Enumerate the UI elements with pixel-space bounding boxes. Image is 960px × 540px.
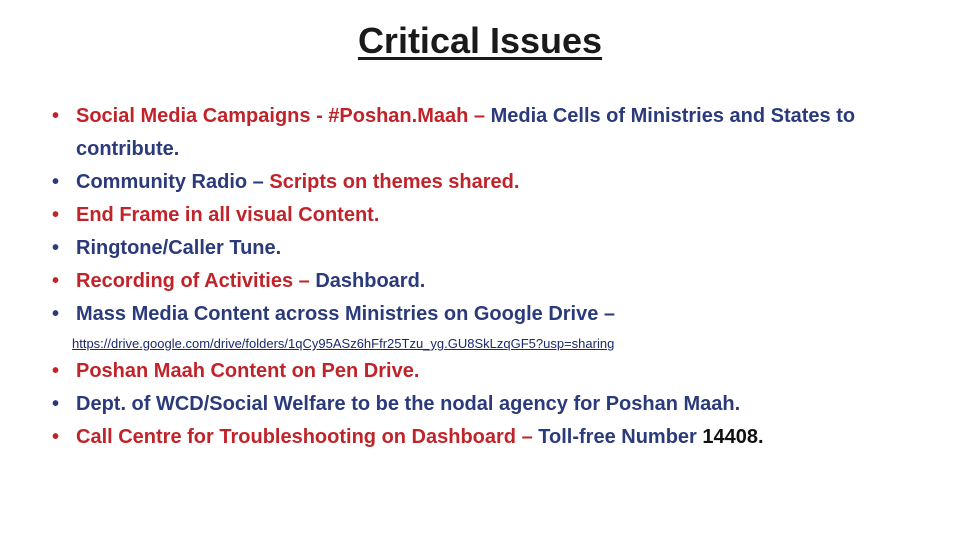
bullet-list: [52, 100, 942, 454]
bullet-icon: •: [52, 270, 60, 292]
item-text-secondary: Media Cells of Ministries and States to contribute.: [76, 105, 856, 160]
drive-link-row: [52, 335, 942, 353]
bullet-icon: •: [52, 303, 60, 325]
bullet-icon: •: [52, 426, 60, 448]
bullet-icon: •: [52, 393, 60, 415]
item-text-secondary: Scripts on themes shared.: [269, 171, 520, 193]
toll-free-number: 14408.: [702, 426, 764, 448]
bullet-icon: •: [52, 105, 60, 127]
item-text: Mass Media Content across Ministries on Google Drive –: [76, 303, 616, 325]
slide-title: [0, 20, 960, 62]
bullet-icon: •: [52, 204, 60, 226]
item-text: End Frame in all visual Content.: [76, 204, 380, 226]
item-text: Ringtone/Caller Tune.: [76, 237, 282, 259]
item-text: Community Radio: [76, 171, 248, 193]
item-text: Recording of Activities: [76, 270, 294, 292]
list-item-mass-media: [52, 298, 942, 331]
slide-title-text: Critical Issues: [357, 20, 603, 61]
list-item-nodal-agency: [52, 388, 942, 421]
item-dash: –: [293, 270, 316, 292]
item-text-secondary: Dashboard.: [315, 270, 426, 292]
item-dash: –: [516, 426, 539, 448]
item-dash: –: [468, 105, 491, 127]
item-text: Poshan Maah Content on Pen Drive.: [76, 360, 420, 382]
item-text-secondary: Toll-free Number: [538, 426, 703, 448]
list-item-end-frame: [52, 199, 942, 232]
item-text: Dept. of WCD/Social Welfare to be the nodal agency for Poshan Maah.: [76, 393, 741, 415]
bullet-icon: •: [52, 237, 60, 259]
list-item-recording: [52, 265, 942, 298]
bullet-icon: •: [52, 360, 60, 382]
item-dash: –: [247, 171, 270, 193]
list-item-community-radio: [52, 166, 942, 199]
list-item-ringtone: [52, 232, 942, 265]
bullet-icon: •: [52, 171, 60, 193]
list-item-call-centre: [52, 421, 942, 454]
google-drive-link[interactable]: https://drive.google.com/drive/folders/1qCy95ASz6hFfr25Tzu_yg.GU8SkLzqGF5?usp=sharing: [72, 336, 615, 351]
list-item-social-media: [52, 100, 942, 166]
item-text: Call Centre for Troubleshooting on Dashboard: [76, 426, 517, 448]
list-item-pen-drive: [52, 355, 942, 388]
item-text: Social Media Campaigns - #Poshan.Maah: [76, 105, 469, 127]
